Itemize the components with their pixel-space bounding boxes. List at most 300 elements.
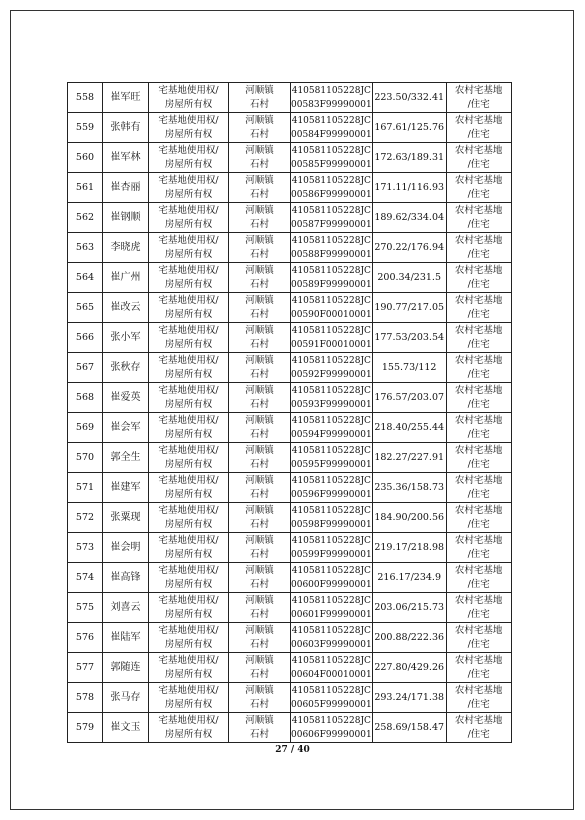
area-line: 190.77/217.05 [374, 301, 445, 313]
land-use-line: /住宅 [467, 158, 490, 170]
owner-name [103, 443, 149, 473]
unit-code-line: 410581105228JC [291, 625, 371, 636]
location [229, 653, 291, 683]
right-type-line: 宅基地使用权/ [158, 144, 219, 156]
location-line: 河顺镇 [245, 654, 274, 666]
land-use-line: 农村宅基地 [454, 84, 503, 96]
area [372, 473, 446, 503]
right-type-line: 房屋所有权 [164, 368, 213, 380]
location-line: 河顺镇 [245, 564, 274, 576]
area-line: 219.17/218.98 [374, 541, 445, 553]
area-line: 293.24/171.38 [374, 691, 445, 703]
row-number [68, 353, 103, 383]
table-row [68, 323, 512, 353]
area-line: 216.17/234.9 [377, 571, 441, 583]
land-use [446, 623, 511, 653]
row-number [68, 263, 103, 293]
owner-name-line: 崔会军 [110, 421, 141, 433]
unit-code-line: 410581105228JC [291, 325, 371, 336]
land-use [446, 113, 511, 143]
unit-code [291, 683, 373, 713]
right-type-line: 房屋所有权 [164, 278, 213, 290]
right-type [149, 503, 229, 533]
unit-code-line: 410581105228JC [291, 115, 371, 126]
land-use-line: /住宅 [467, 308, 490, 320]
area-line: 235.36/158.73 [374, 481, 445, 493]
land-use-line: 农村宅基地 [454, 264, 503, 276]
location [229, 443, 291, 473]
table-body [68, 83, 512, 743]
right-type-line: 房屋所有权 [164, 488, 213, 500]
owner-name-line: 崔高锋 [110, 571, 141, 583]
unit-code-line: 00603F99990001 [291, 639, 372, 650]
area-line: 203.06/215.73 [374, 601, 445, 613]
area-line: 176.57/203.07 [374, 391, 445, 403]
owner-name-line: 郭随连 [110, 661, 141, 673]
location-line: 河顺镇 [245, 354, 274, 366]
right-type-line: 房屋所有权 [164, 338, 213, 350]
right-type [149, 233, 229, 263]
row-number-line: 568 [75, 391, 95, 403]
row-number [68, 83, 103, 113]
area-line: 200.88/222.36 [374, 631, 445, 643]
right-type-line: 宅基地使用权/ [158, 594, 219, 606]
land-use-line: 农村宅基地 [454, 384, 503, 396]
unit-code-line: 410581105228JC [291, 175, 371, 186]
row-number-line: 561 [75, 181, 95, 193]
area [372, 293, 446, 323]
owner-name-line: 崔爱英 [110, 391, 141, 403]
right-type-line: 房屋所有权 [164, 728, 213, 740]
row-number-line: 578 [75, 691, 95, 703]
area [372, 443, 446, 473]
land-use-line: 农村宅基地 [454, 204, 503, 216]
row-number-line: 565 [75, 301, 95, 313]
land-use-line: /住宅 [467, 368, 490, 380]
land-use-line: /住宅 [467, 518, 490, 530]
location-line: 石村 [249, 188, 269, 200]
area [372, 83, 446, 113]
right-type-line: 房屋所有权 [164, 638, 213, 650]
row-number [68, 203, 103, 233]
unit-code-line: 410581105228JC [291, 85, 371, 96]
row-number-line: 569 [75, 421, 95, 433]
unit-code [291, 383, 373, 413]
location-line: 河顺镇 [245, 624, 274, 636]
right-type [149, 113, 229, 143]
owner-name [103, 173, 149, 203]
land-use-line: 农村宅基地 [454, 534, 503, 546]
area [372, 683, 446, 713]
right-type-line: 房屋所有权 [164, 158, 213, 170]
table-row [68, 263, 512, 293]
unit-code [291, 473, 373, 503]
right-type [149, 83, 229, 113]
land-use [446, 443, 511, 473]
area-line: 167.61/125.76 [374, 121, 445, 133]
row-number-line: 576 [75, 631, 95, 643]
owner-name [103, 233, 149, 263]
location [229, 593, 291, 623]
location [229, 293, 291, 323]
unit-code-line: 410581105228JC [291, 685, 371, 696]
land-use-line: 农村宅基地 [454, 684, 503, 696]
unit-code-line: 410581105228JC [291, 295, 371, 306]
land-use [446, 473, 511, 503]
right-type-line: 宅基地使用权/ [158, 714, 219, 726]
owner-name [103, 413, 149, 443]
right-type-line: 房屋所有权 [164, 248, 213, 260]
area-line: 182.27/227.91 [374, 451, 445, 463]
unit-code-line: 00600F99990001 [291, 579, 372, 590]
unit-code-line: 410581105228JC [291, 535, 371, 546]
area [372, 173, 446, 203]
land-use [446, 293, 511, 323]
land-use-line: /住宅 [467, 128, 490, 140]
land-use-line: 农村宅基地 [454, 564, 503, 576]
location-line: 河顺镇 [245, 384, 274, 396]
area [372, 383, 446, 413]
right-type-line: 房屋所有权 [164, 698, 213, 710]
owner-name-line: 李晓虎 [110, 241, 141, 253]
land-use-line: /住宅 [467, 398, 490, 410]
owner-name-line: 崔文玉 [110, 721, 141, 733]
land-use [446, 323, 511, 353]
area-line: 172.63/189.31 [374, 151, 445, 163]
right-type-line: 房屋所有权 [164, 308, 213, 320]
owner-name [103, 593, 149, 623]
land-use-line: /住宅 [467, 608, 490, 620]
row-number [68, 653, 103, 683]
table-row [68, 713, 512, 743]
row-number-line: 571 [75, 481, 95, 493]
land-use-line: 农村宅基地 [454, 324, 503, 336]
owner-name-line: 刘喜云 [110, 601, 141, 613]
area-line: 227.80/429.26 [374, 661, 445, 673]
right-type [149, 533, 229, 563]
row-number [68, 143, 103, 173]
unit-code-line: 410581105228JC [291, 595, 371, 606]
owner-name-line: 张小军 [110, 331, 141, 343]
location-line: 河顺镇 [245, 84, 274, 96]
location [229, 503, 291, 533]
owner-name-line: 崔军林 [110, 151, 141, 163]
right-type-line: 宅基地使用权/ [158, 534, 219, 546]
right-type [149, 563, 229, 593]
unit-code-line: 00588F99990001 [291, 249, 372, 260]
area-line: 171.11/116.93 [374, 181, 445, 193]
location-line: 石村 [249, 518, 269, 530]
owner-name-line: 张秋存 [110, 361, 141, 373]
owner-name [103, 383, 149, 413]
area [372, 263, 446, 293]
location [229, 263, 291, 293]
table-row [68, 293, 512, 323]
owner-name-line: 郭全生 [110, 451, 141, 463]
location-line: 石村 [249, 158, 269, 170]
row-number [68, 533, 103, 563]
owner-name-line: 崔军旺 [110, 91, 141, 103]
right-type-line: 房屋所有权 [164, 98, 213, 110]
row-number [68, 293, 103, 323]
location-line: 河顺镇 [245, 444, 274, 456]
unit-code-line: 410581105228JC [291, 565, 371, 576]
location-line: 石村 [249, 728, 269, 740]
land-use-line: 农村宅基地 [454, 174, 503, 186]
table-row [68, 143, 512, 173]
area-line: 177.53/203.54 [374, 331, 445, 343]
right-type [149, 443, 229, 473]
right-type-line: 宅基地使用权/ [158, 84, 219, 96]
area-line: 184.90/200.56 [374, 511, 445, 523]
unit-code-line: 00583F99990001 [291, 99, 372, 110]
owner-name-line: 张韩有 [110, 121, 141, 133]
location-line: 石村 [249, 428, 269, 440]
location-line: 石村 [249, 608, 269, 620]
land-use-line: 农村宅基地 [454, 444, 503, 456]
land-use-line: 农村宅基地 [454, 234, 503, 246]
right-type-line: 房屋所有权 [164, 518, 213, 530]
right-type-line: 宅基地使用权/ [158, 384, 219, 396]
row-number [68, 593, 103, 623]
right-type-line: 房屋所有权 [164, 548, 213, 560]
right-type-line: 房屋所有权 [164, 428, 213, 440]
table-row [68, 203, 512, 233]
right-type-line: 宅基地使用权/ [158, 654, 219, 666]
unit-code-line: 410581105228JC [291, 385, 371, 396]
location [229, 233, 291, 263]
area [372, 653, 446, 683]
unit-code-line: 410581105228JC [291, 505, 371, 516]
unit-code [291, 713, 373, 743]
owner-name [103, 263, 149, 293]
row-number-line: 570 [75, 451, 95, 463]
location-line: 石村 [249, 578, 269, 590]
owner-name [103, 323, 149, 353]
table-row [68, 653, 512, 683]
location-line: 河顺镇 [245, 264, 274, 276]
unit-code-line: 00596F99990001 [291, 489, 372, 500]
land-use [446, 173, 511, 203]
unit-code [291, 503, 373, 533]
land-use-line: /住宅 [467, 488, 490, 500]
owner-name-line: 张马存 [110, 691, 141, 703]
owner-name [103, 353, 149, 383]
table-row [68, 473, 512, 503]
unit-code-line: 00594F99990001 [291, 429, 372, 440]
row-number [68, 323, 103, 353]
unit-code [291, 563, 373, 593]
location-line: 河顺镇 [245, 144, 274, 156]
land-use-line: 农村宅基地 [454, 354, 503, 366]
area [372, 203, 446, 233]
row-number [68, 503, 103, 533]
right-type-line: 宅基地使用权/ [158, 504, 219, 516]
owner-name-line: 崔陆军 [110, 631, 141, 643]
row-number-line: 574 [75, 571, 95, 583]
owner-name [103, 83, 149, 113]
right-type [149, 293, 229, 323]
row-number [68, 413, 103, 443]
area-line: 200.34/231.5 [377, 271, 441, 283]
right-type-line: 房屋所有权 [164, 668, 213, 680]
location-line: 河顺镇 [245, 204, 274, 216]
location-line: 河顺镇 [245, 594, 274, 606]
unit-code [291, 533, 373, 563]
location [229, 143, 291, 173]
unit-code-line: 00595F99990001 [291, 459, 372, 470]
location-line: 石村 [249, 638, 269, 650]
location-line: 河顺镇 [245, 114, 274, 126]
area [372, 503, 446, 533]
land-use-line: 农村宅基地 [454, 504, 503, 516]
right-type [149, 263, 229, 293]
right-type-line: 房屋所有权 [164, 608, 213, 620]
table-row [68, 533, 512, 563]
location [229, 203, 291, 233]
unit-code [291, 413, 373, 443]
right-type [149, 323, 229, 353]
owner-name [103, 473, 149, 503]
area [372, 113, 446, 143]
location [229, 383, 291, 413]
location-line: 石村 [249, 278, 269, 290]
row-number-line: 564 [75, 271, 95, 283]
right-type [149, 143, 229, 173]
table-row [68, 413, 512, 443]
unit-code-line: 410581105228JC [291, 145, 371, 156]
table-row [68, 503, 512, 533]
area-line: 218.40/255.44 [374, 421, 445, 433]
right-type-line: 房屋所有权 [164, 578, 213, 590]
land-use-line: 农村宅基地 [454, 294, 503, 306]
unit-code [291, 293, 373, 323]
land-use-line: 农村宅基地 [454, 144, 503, 156]
unit-code [291, 323, 373, 353]
owner-name [103, 503, 149, 533]
owner-name-line: 崔会明 [110, 541, 141, 553]
owner-name [103, 293, 149, 323]
land-use-line: 农村宅基地 [454, 594, 503, 606]
unit-code [291, 233, 373, 263]
location [229, 173, 291, 203]
land-use [446, 713, 511, 743]
area-line: 189.62/334.04 [374, 211, 445, 223]
owner-name [103, 653, 149, 683]
row-number [68, 563, 103, 593]
right-type-line: 宅基地使用权/ [158, 324, 219, 336]
row-number-line: 573 [75, 541, 95, 553]
unit-code-line: 410581105228JC [291, 265, 371, 276]
owner-name [103, 623, 149, 653]
unit-code-line: 00587F99990001 [291, 219, 372, 230]
location-line: 石村 [249, 128, 269, 140]
land-use-line: /住宅 [467, 428, 490, 440]
table-row [68, 683, 512, 713]
unit-code-line: 410581105228JC [291, 355, 371, 366]
unit-code [291, 173, 373, 203]
area [372, 233, 446, 263]
table-row [68, 443, 512, 473]
right-type-line: 宅基地使用权/ [158, 474, 219, 486]
location [229, 353, 291, 383]
unit-code [291, 113, 373, 143]
row-number [68, 113, 103, 143]
location-line: 石村 [249, 308, 269, 320]
owner-name [103, 563, 149, 593]
location-line: 石村 [249, 668, 269, 680]
area-line: 258.69/158.47 [374, 721, 445, 733]
right-type-line: 宅基地使用权/ [158, 684, 219, 696]
land-use-line: 农村宅基地 [454, 414, 503, 426]
unit-code [291, 623, 373, 653]
right-type [149, 203, 229, 233]
location-line: 河顺镇 [245, 414, 274, 426]
land-use-line: 农村宅基地 [454, 714, 503, 726]
owner-name [103, 143, 149, 173]
row-number-line: 567 [75, 361, 95, 373]
unit-code-line: 00590F00010001 [291, 309, 372, 320]
right-type-line: 宅基地使用权/ [158, 204, 219, 216]
owner-name-line: 崔改云 [110, 301, 141, 313]
row-number-line: 575 [75, 601, 95, 613]
right-type [149, 173, 229, 203]
row-number [68, 443, 103, 473]
location-line: 河顺镇 [245, 174, 274, 186]
unit-code-line: 00591F00010001 [291, 339, 372, 350]
location-line: 河顺镇 [245, 234, 274, 246]
table-row [68, 593, 512, 623]
unit-code [291, 263, 373, 293]
land-use-line: 农村宅基地 [454, 624, 503, 636]
unit-code [291, 83, 373, 113]
land-use-line: /住宅 [467, 578, 490, 590]
right-type-line: 宅基地使用权/ [158, 354, 219, 366]
unit-code-line: 410581105228JC [291, 445, 371, 456]
land-use-line: 农村宅基地 [454, 114, 503, 126]
location-line: 石村 [249, 548, 269, 560]
right-type-line: 宅基地使用权/ [158, 294, 219, 306]
land-use-line: /住宅 [467, 728, 490, 740]
right-type [149, 353, 229, 383]
row-number [68, 683, 103, 713]
area [372, 413, 446, 443]
location-line: 河顺镇 [245, 294, 274, 306]
land-use [446, 563, 511, 593]
land-use [446, 353, 511, 383]
owner-name [103, 683, 149, 713]
location-line: 石村 [249, 368, 269, 380]
location [229, 563, 291, 593]
right-type [149, 473, 229, 503]
right-type-line: 房屋所有权 [164, 128, 213, 140]
row-number [68, 233, 103, 263]
unit-code-line: 00606F99990001 [291, 729, 372, 740]
area-line: 223.50/332.41 [374, 91, 445, 103]
unit-code-line: 410581105228JC [291, 655, 371, 666]
page-number: 27 / 40 [275, 745, 310, 755]
right-type [149, 623, 229, 653]
unit-code [291, 593, 373, 623]
owner-name-line: 张粟现 [110, 511, 141, 523]
land-use [446, 143, 511, 173]
right-type [149, 713, 229, 743]
unit-code-line: 410581105228JC [291, 235, 371, 246]
location-line: 石村 [249, 458, 269, 470]
row-number-line: 579 [75, 721, 95, 733]
land-use-line: 农村宅基地 [454, 474, 503, 486]
location-line: 河顺镇 [245, 474, 274, 486]
